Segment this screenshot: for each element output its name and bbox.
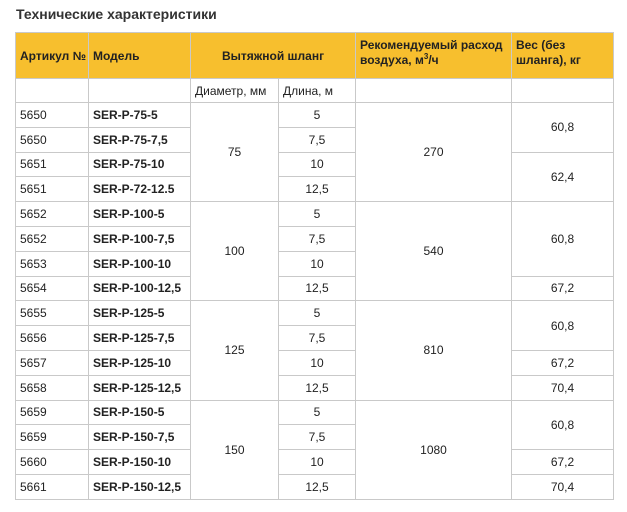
article-cell: 5652 xyxy=(16,202,89,227)
model-cell: SER-P-125-12,5 xyxy=(89,375,191,400)
article-cell: 5650 xyxy=(16,103,89,128)
subheader-empty xyxy=(356,79,512,103)
model-cell: SER-P-75-5 xyxy=(89,103,191,128)
table-row xyxy=(16,400,614,425)
page-title: Технические характеристики xyxy=(16,6,217,22)
length-cell: 7,5 xyxy=(279,127,356,152)
subheader-row xyxy=(16,79,614,103)
model-cell: SER-P-125-10 xyxy=(89,350,191,375)
diameter-cell: 125 xyxy=(191,301,279,400)
table-row xyxy=(16,350,614,375)
article-cell: 5652 xyxy=(16,226,89,251)
article-cell: 5658 xyxy=(16,375,89,400)
model-cell: SER-P-150-5 xyxy=(89,400,191,425)
diameter-cell: 150 xyxy=(191,400,279,499)
length-cell: 7,5 xyxy=(279,326,356,351)
table-row xyxy=(16,375,614,400)
table-row xyxy=(16,450,614,475)
weight-cell: 62,4 xyxy=(512,152,614,202)
length-cell: 5 xyxy=(279,103,356,128)
article-cell: 5651 xyxy=(16,152,89,177)
article-cell: 5659 xyxy=(16,425,89,450)
length-cell: 5 xyxy=(279,301,356,326)
length-cell: 5 xyxy=(279,400,356,425)
header-hose: Вытяжной шланг xyxy=(191,33,356,79)
header-model: Модель xyxy=(89,33,191,79)
length-cell: 12,5 xyxy=(279,177,356,202)
length-cell: 10 xyxy=(279,450,356,475)
article-cell: 5655 xyxy=(16,301,89,326)
article-cell: 5656 xyxy=(16,326,89,351)
header-airflow xyxy=(356,33,512,79)
header-airflow-tail: /ч xyxy=(428,53,439,67)
airflow-cell: 1080 xyxy=(356,400,512,499)
model-cell: SER-P-150-12,5 xyxy=(89,474,191,499)
length-cell: 7,5 xyxy=(279,425,356,450)
model-cell: SER-P-100-12,5 xyxy=(89,276,191,301)
weight-cell: 67,2 xyxy=(512,350,614,375)
length-cell: 12,5 xyxy=(279,375,356,400)
model-cell: SER-P-100-5 xyxy=(89,202,191,227)
weight-cell: 60,8 xyxy=(512,301,614,351)
weight-cell: 60,8 xyxy=(512,202,614,276)
table-row xyxy=(16,202,614,227)
weight-cell: 70,4 xyxy=(512,474,614,499)
subheader-empty xyxy=(16,79,89,103)
diameter-cell: 75 xyxy=(191,103,279,202)
airflow-cell: 540 xyxy=(356,202,512,301)
weight-cell: 67,2 xyxy=(512,450,614,475)
subheader-empty xyxy=(89,79,191,103)
article-cell: 5653 xyxy=(16,251,89,276)
table-row xyxy=(16,301,614,326)
model-cell: SER-P-100-7,5 xyxy=(89,226,191,251)
header-weight: Вес (без шланга), кг xyxy=(512,33,614,79)
weight-cell: 60,8 xyxy=(512,400,614,450)
table-row xyxy=(16,103,614,128)
table-row xyxy=(16,276,614,301)
weight-cell: 60,8 xyxy=(512,103,614,153)
table-row xyxy=(16,152,614,177)
length-cell: 12,5 xyxy=(279,474,356,499)
model-cell: SER-P-125-5 xyxy=(89,301,191,326)
length-cell: 10 xyxy=(279,350,356,375)
model-cell: SER-P-75-10 xyxy=(89,152,191,177)
subheader-length: Длина, м xyxy=(279,79,356,103)
article-cell: 5661 xyxy=(16,474,89,499)
model-cell: SER-P-150-10 xyxy=(89,450,191,475)
model-cell: SER-P-150-7,5 xyxy=(89,425,191,450)
model-cell: SER-P-75-7,5 xyxy=(89,127,191,152)
specs-table xyxy=(15,32,614,500)
length-cell: 7,5 xyxy=(279,226,356,251)
length-cell: 12,5 xyxy=(279,276,356,301)
length-cell: 10 xyxy=(279,152,356,177)
article-cell: 5650 xyxy=(16,127,89,152)
article-cell: 5657 xyxy=(16,350,89,375)
weight-cell: 70,4 xyxy=(512,375,614,400)
header-airflow-text: Рекомендуемый расход воздуха, м xyxy=(360,38,503,67)
article-cell: 5659 xyxy=(16,400,89,425)
subheader-diameter: Диаметр, мм xyxy=(191,79,279,103)
airflow-cell: 810 xyxy=(356,301,512,400)
article-cell: 5654 xyxy=(16,276,89,301)
subheader-empty xyxy=(512,79,614,103)
header-row xyxy=(16,33,614,79)
table-row xyxy=(16,474,614,499)
header-article: Артикул № xyxy=(16,33,89,79)
article-cell: 5660 xyxy=(16,450,89,475)
airflow-cell: 270 xyxy=(356,103,512,202)
length-cell: 5 xyxy=(279,202,356,227)
length-cell: 10 xyxy=(279,251,356,276)
model-cell: SER-P-125-7,5 xyxy=(89,326,191,351)
weight-cell: 67,2 xyxy=(512,276,614,301)
article-cell: 5651 xyxy=(16,177,89,202)
diameter-cell: 100 xyxy=(191,202,279,301)
model-cell: SER-P-72-12.5 xyxy=(89,177,191,202)
header-airflow-sup: 3 xyxy=(423,52,429,61)
model-cell: SER-P-100-10 xyxy=(89,251,191,276)
